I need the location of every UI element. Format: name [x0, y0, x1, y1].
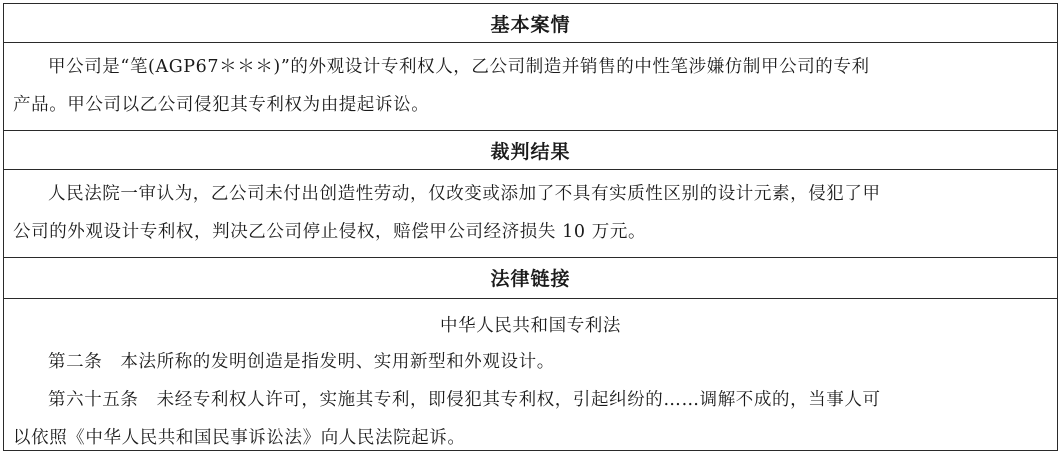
- result-heading: [4, 131, 1057, 169]
- case-text-line-1: 甲公司是“笔(AGP67＊＊＊)”的外观设计专利权人，乙公司制造并销售的中性笔涉嫌仿制甲公司的专利: [48, 57, 870, 77]
- divider: [4, 298, 1057, 299]
- law-heading-text: 法律链接: [490, 267, 571, 290]
- divider: [4, 169, 1057, 170]
- case-heading: [4, 4, 1057, 42]
- case-body: [13, 48, 1048, 124]
- law-title: 中华人民共和国专利法: [440, 316, 621, 336]
- law-body: [13, 343, 1048, 457]
- case-table: [3, 3, 1058, 451]
- article-65-line-2: 以依照《中华人民共和国民事诉讼法》向人民法院起诉。: [13, 428, 466, 448]
- case-text-line-2: 产品。甲公司以乙公司侵犯其专利权为由提起诉讼。: [13, 95, 430, 115]
- case-heading-text: 基本案情: [490, 13, 571, 36]
- law-heading: [4, 258, 1057, 296]
- divider: [4, 42, 1057, 43]
- result-body: [13, 175, 1048, 251]
- result-text-line-1: 人民法院一审认为，乙公司未付出创造性劳动，仅改变或添加了不具有实质性区别的设计元素，侵犯了甲: [48, 184, 881, 204]
- result-heading-text: 裁判结果: [490, 140, 571, 163]
- article-2: 第二条 本法所称的发明创造是指发明、实用新型和外观设计。: [48, 352, 555, 372]
- result-text-line-2: 公司的外观设计专利权，判决乙公司停止侵权，赔偿甲公司经济损失 10 万元。: [13, 222, 647, 242]
- article-65-line-1: 第六十五条 未经专利权人许可，实施其专利，即侵犯其专利权，引起纠纷的……调解不成的，当事人可: [48, 390, 881, 410]
